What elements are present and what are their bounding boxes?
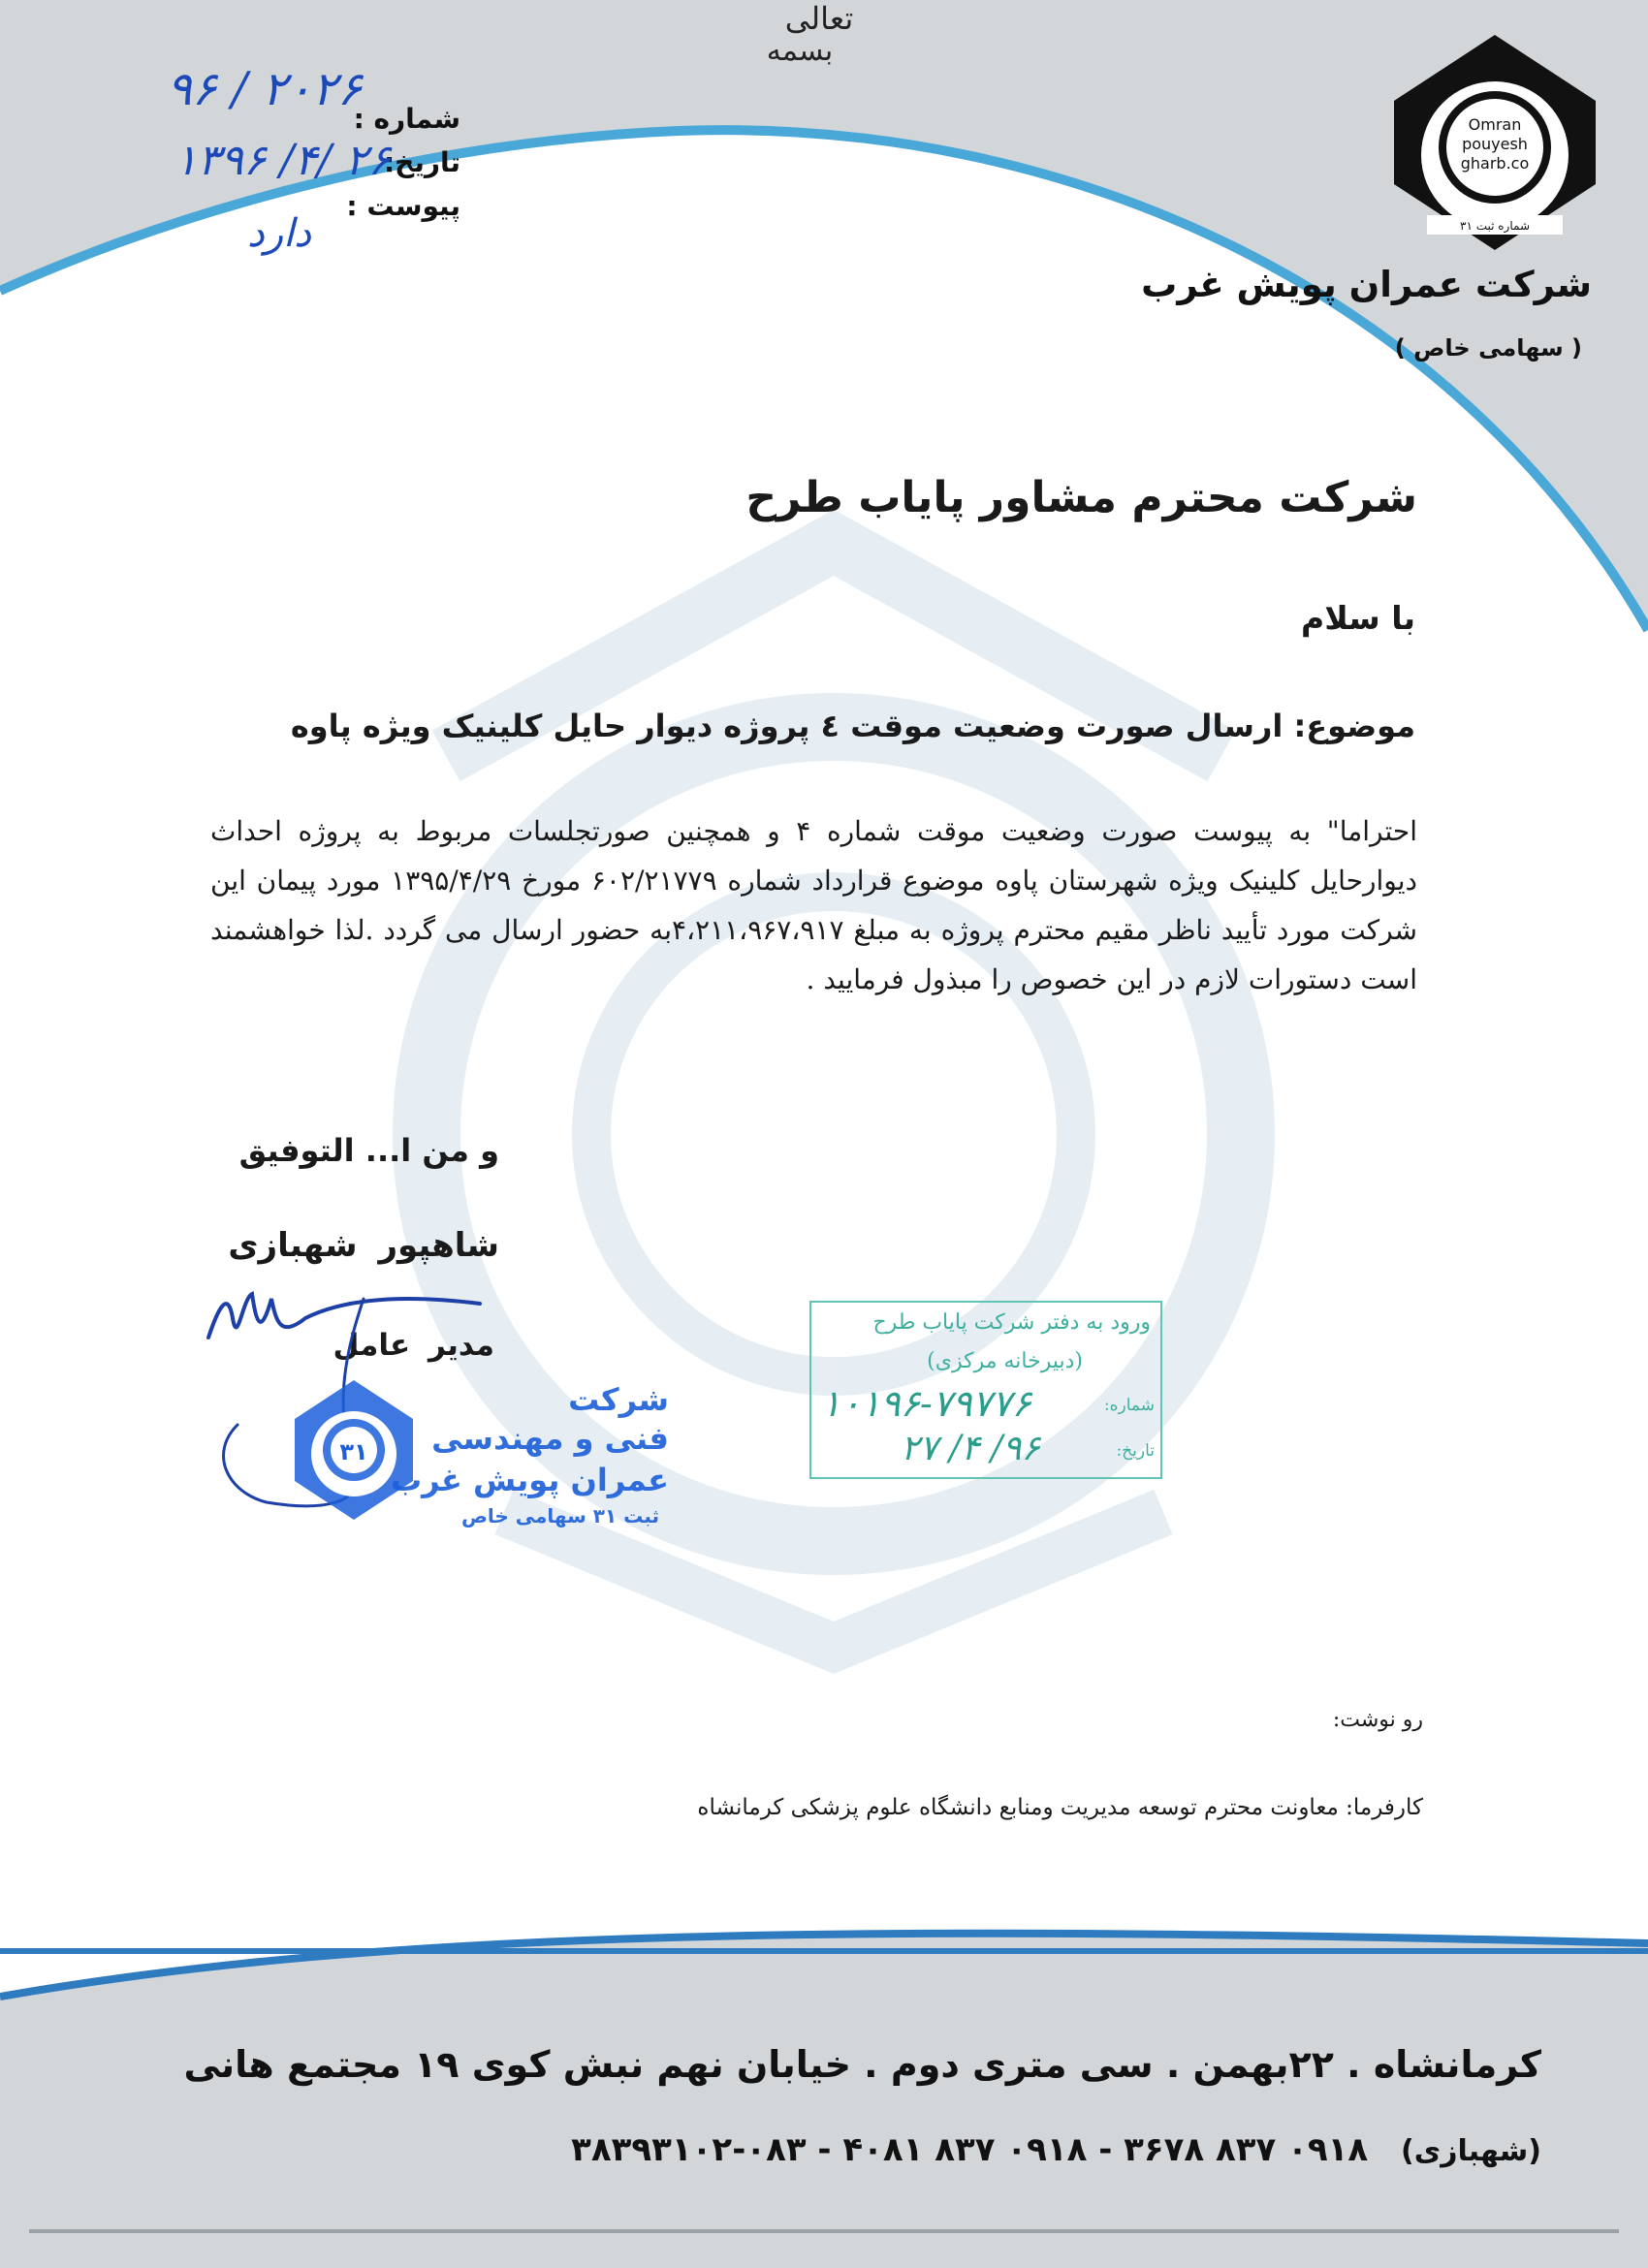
company-name: شرکت عمران پویش غرب <box>1141 264 1592 305</box>
stamp-line-2: فنی و مهندسی <box>431 1420 669 1457</box>
receipt-subtitle: (دبیرخانه مرکزی) <box>927 1349 1083 1373</box>
logo-registration: شماره ثبت ۳۱ <box>1460 219 1530 233</box>
letter-body: احتراما" به پیوست صورت وضعیت موقت شماره ۴ و همچنین صورتجلسات مربوط به پروژه احداث دیوارحایل کلینیک ویژه شهرستان پاوه موضوع قرارداد شماره ۶۰۲/۲۱۷۷۹ مورخ ۱۳۹۵/۴/۲۹ مورد پیمان این شرکت مورد تأیید ناظر مقیم محترم پروژه به مبلغ ۴،۲۱۱،۹۶۷،۹۱۷به حضور ارسال می گردد .لذا خواهشمند است دستورات لازم در این خصوص را مبذول فرمایید . <box>210 815 1418 995</box>
receipt-stamp <box>809 1301 1162 1479</box>
cc-recipient: کارفرما: معاونت محترم توسعه مدیریت ومنابع دانشگاه علوم پزشکی کرمانشاه <box>697 1795 1423 1820</box>
basmala <box>722 2 877 68</box>
handwritten-attachment: دارد <box>247 211 312 256</box>
footer-phones <box>571 2130 1541 2169</box>
phone-label: (شهبازی) <box>1400 2134 1541 2168</box>
recipient: شرکت محترم مشاور پایاب طرح <box>745 473 1417 522</box>
phone-numbers: ۰۹۱۸ ۸۳۷ ۳۶۷۸ - ۰۹۱۸ ۸۳۷ ۴۰۸۱ - ۰۸۳-۳۸۳۹۳۱۰۲ <box>571 2130 1369 2169</box>
number-label: شماره : <box>353 103 460 135</box>
attachment-label: پیوست : <box>346 190 460 222</box>
stamp-center-number: ۳۱ <box>339 1438 368 1465</box>
greeting: با سلام <box>1301 599 1415 637</box>
signer-name: شاهپور شهبازی <box>228 1226 499 1265</box>
company-type: ( سهامی خاص ) <box>1394 334 1582 362</box>
besmeh-line2: تعالی <box>784 0 854 37</box>
footer-address: کرمانشاه . ۲۲بهمن . سی متری دوم . خیابان نهم نبش کوی ۱۹ مجتمع هانی <box>183 2043 1541 2086</box>
subject-line: موضوع: ارسال صورت وضعیت موقت ٤ پروژه دیوار حایل کلینیک ویژه پاوه <box>290 708 1415 744</box>
besmeh-line1: بسمه <box>766 34 834 68</box>
closing: و من ا... التوفیق <box>238 1132 499 1169</box>
receipt-date-label: تاریخ: <box>1116 1441 1155 1461</box>
signer-title: مدیر عامل <box>333 1328 494 1363</box>
handwritten-date: ۱۳۹۶ /۴/ ۲۶ <box>174 136 392 185</box>
company-logo <box>1388 31 1601 254</box>
receipt-date-value: ۹۶/ ۴/ ۲۷ <box>901 1429 1040 1468</box>
date-label: تاریخ: <box>383 146 460 178</box>
receipt-number-value: ۱۰۱۹۶-۷۹۷۷۶ <box>821 1382 1031 1425</box>
stamp-line-3: عمران پویش غرب <box>390 1462 669 1498</box>
receipt-number-label: شماره: <box>1103 1396 1155 1415</box>
logo-text-2: pouyesh <box>1462 135 1528 153</box>
company-stamp-emblem <box>291 1376 417 1522</box>
receipt-title: ورود به دفتر شرکت پایاب طرح <box>872 1310 1151 1335</box>
stamp-line-4: ثبت ۳۱ سهامی خاص <box>461 1504 659 1528</box>
handwritten-number: ۹۶ / ۲۰۲۶ <box>167 62 363 116</box>
logo-text-1: Omran <box>1468 115 1522 134</box>
cc-label: رو نوشت: <box>1332 1708 1423 1732</box>
logo-text-3: gharb.co <box>1460 154 1530 173</box>
stamp-line-1: شرکت <box>568 1381 669 1418</box>
